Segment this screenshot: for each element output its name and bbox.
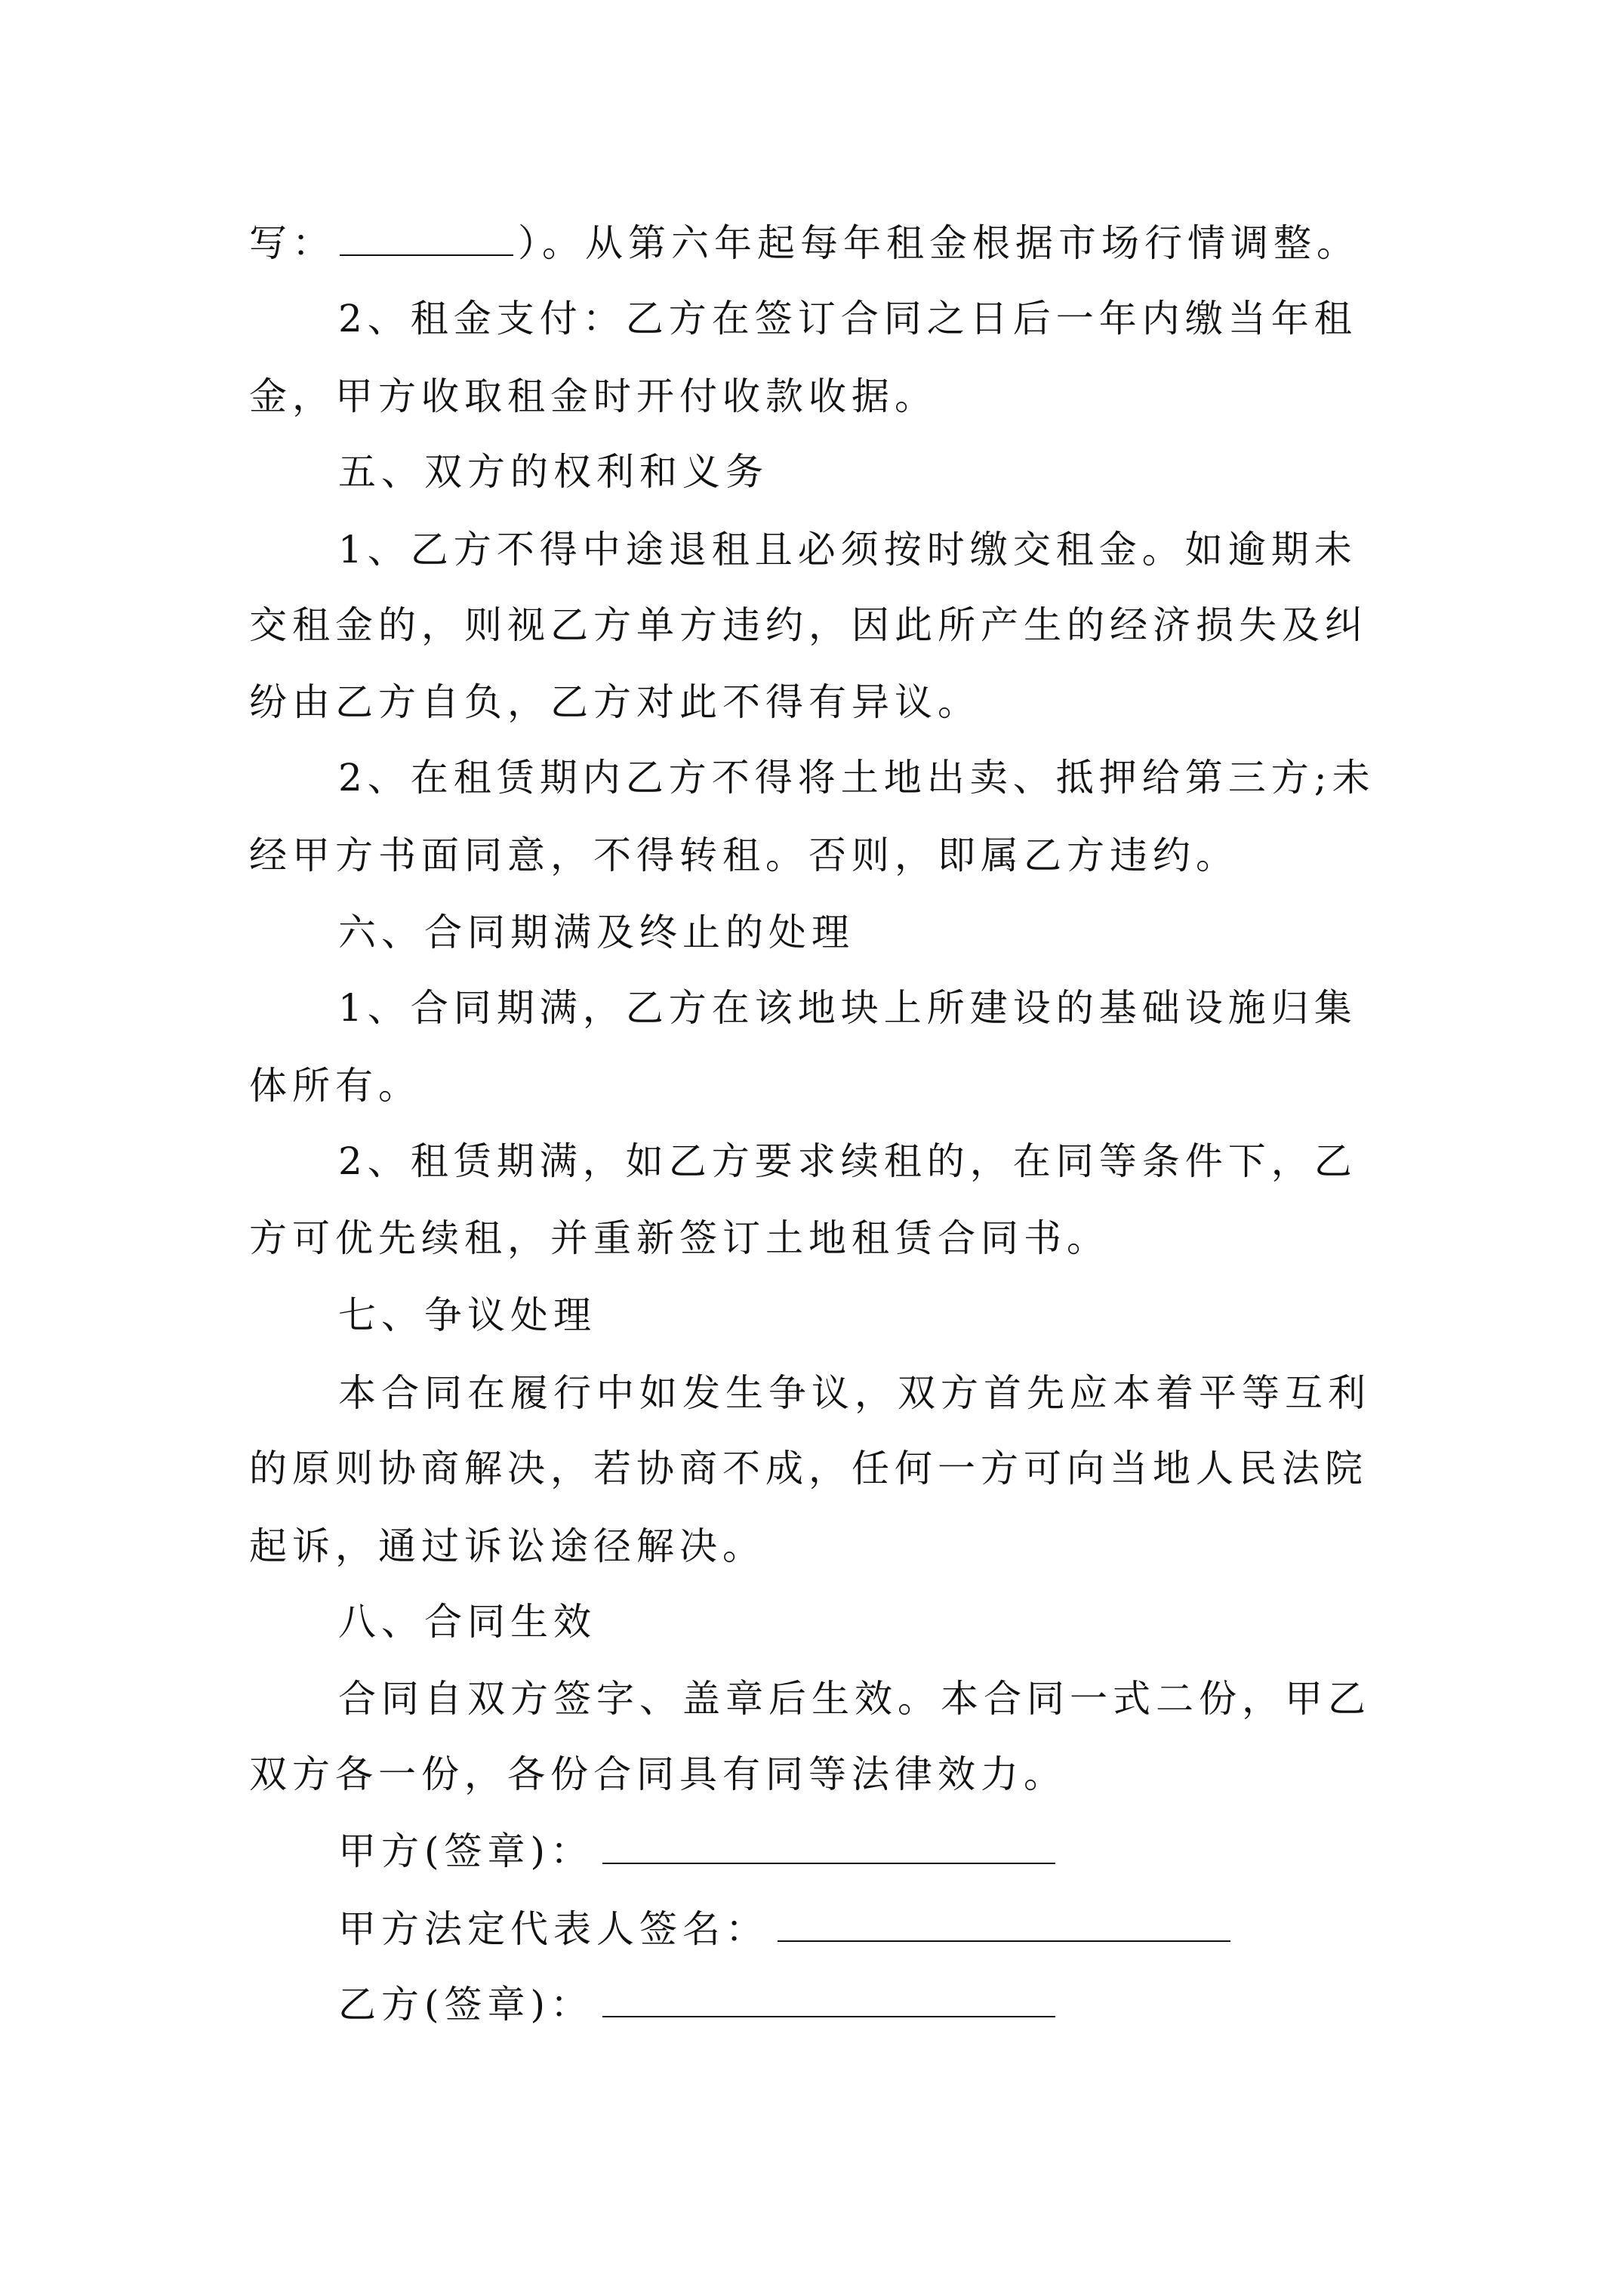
signature-party-b (338, 1982, 1055, 2027)
signature-party-a-representative (338, 1906, 1230, 1952)
paragraph-line: 方可优先续租，并重新签订土地租赁合同书。 (249, 1216, 1110, 1260)
paragraph-line: 2、租金支付：乙方在签订合同之日后一年内缴当年租 (338, 297, 1357, 341)
fill-in-blank (340, 221, 513, 256)
paragraph-line: 经甲方书面同意，不得转租。否则，即属乙方违约。 (249, 834, 1239, 877)
signature-label: 甲方法定代表人签名： (338, 1907, 768, 1951)
signature-party-a (338, 1829, 1055, 1874)
paragraph-line: 交租金的，则视乙方单方违约，因此所产生的经济损失及纠 (249, 603, 1368, 647)
paragraph-line: 双方各一份，各份合同具有同等法律效力。 (249, 1752, 1067, 1796)
signature-line[interactable] (602, 1983, 1055, 2017)
paragraph-line: 2、在租赁期内乙方不得将土地出卖、抵押给第三方;未 (338, 756, 1375, 800)
paragraph-line: 起诉，通过诉讼途径解决。 (249, 1524, 765, 1568)
section-heading: 七、争议处理 (338, 1293, 596, 1337)
paragraph-line: 的原则协商解决，若协商不成，任何一方可向当地人民法院 (249, 1447, 1368, 1490)
signature-label: 甲方(签章)： (338, 1829, 594, 1873)
paragraph-line (249, 220, 1360, 266)
paragraph-line: 金，甲方收取租金时开付收款收据。 (249, 374, 938, 418)
signature-label: 乙方(签章)： (338, 1983, 594, 2026)
paragraph-line: 1、乙方不得中途退租且必须按时缴交租金。如逾期未 (338, 528, 1357, 572)
section-heading: 八、合同生效 (338, 1600, 596, 1644)
paragraph-line: 1、合同期满，乙方在该地块上所建设的基础设施归集 (338, 986, 1357, 1030)
section-heading: 六、合同期满及终止的处理 (338, 911, 855, 954)
paragraph-line: 合同自双方签字、盖章后生效。本合同一式二份，甲乙 (338, 1677, 1371, 1721)
line-text: ）。从第六年起每年租金根据市场行情调整。 (518, 221, 1360, 265)
section-heading: 五、双方的权利和义务 (338, 450, 768, 494)
paragraph-line: 纷由乙方自负，乙方对此不得有异议。 (249, 680, 981, 724)
line-text: 写： (249, 221, 335, 265)
signature-line[interactable] (602, 1829, 1055, 1864)
signature-line[interactable] (778, 1907, 1230, 1942)
paragraph-line: 本合同在履行中如发生争议，双方首先应本着平等互利 (338, 1371, 1371, 1415)
paragraph-line: 2、租赁期满，如乙方要求续租的，在同等条件下，乙 (338, 1139, 1357, 1183)
paragraph-line: 体所有。 (249, 1064, 421, 1108)
